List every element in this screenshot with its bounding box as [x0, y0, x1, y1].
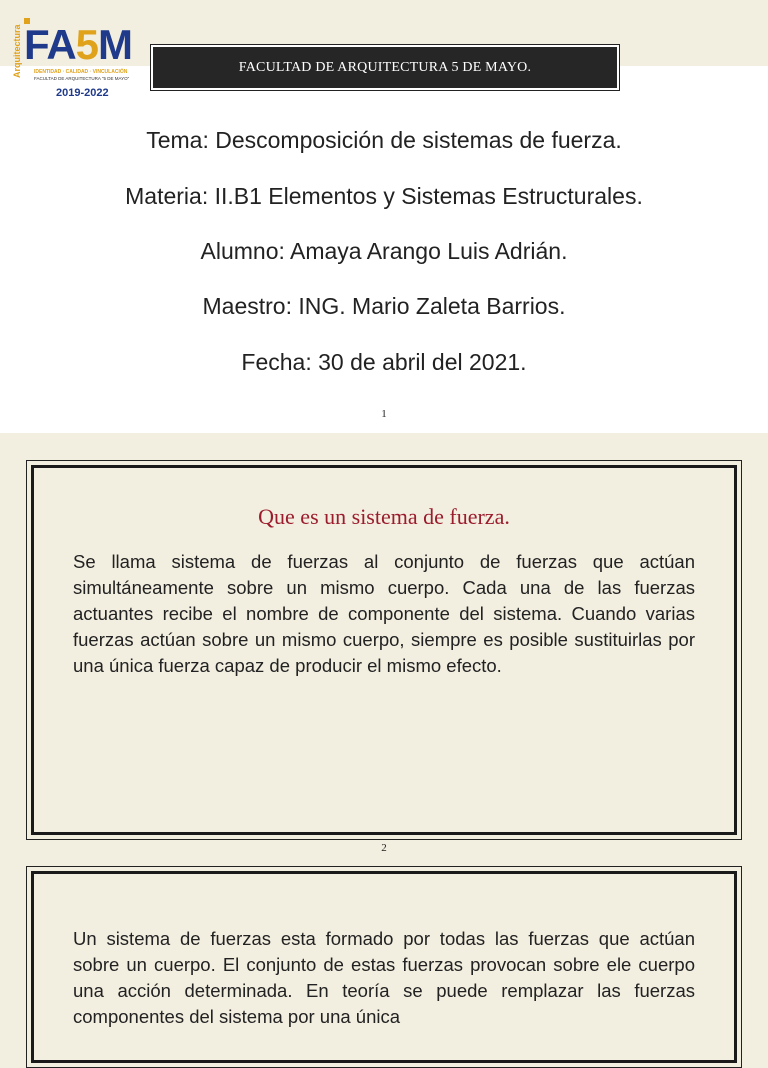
logo-mark-right: M — [98, 21, 133, 68]
system-slide — [26, 866, 742, 1068]
definition-slide-frame — [31, 465, 737, 835]
header-band — [150, 44, 620, 91]
system-paragraph: Un sistema de fuerzas esta formado por todas las fuerzas que actúan sobre un cuerpo. El conjunto de estas fuerzas provocan sobre ele cuerpo una acción determinada. En teoría se puede remplazar las fuerzas componentes del sistema por una única — [73, 928, 695, 1027]
header-band-inner — [153, 47, 617, 88]
faculty-logo — [10, 14, 146, 104]
header-title: FACULTAD DE ARQUITECTURA 5 DE MAYO. — [238, 59, 532, 75]
materia-line: Materia: II.B1 Elementos y Sistemas Estructurales. — [125, 183, 643, 209]
logo-tagline: IDENTIDAD · CALIDAD · VINCULACIÓN — [34, 69, 128, 75]
definition-slide — [26, 460, 742, 840]
logo-side-word: Arquitectura — [12, 24, 22, 78]
logo-subtitle: FACULTAD DE ARQUITECTURA "5 DE MAYO" — [34, 76, 130, 81]
tema-line: Tema: Descomposición de sistemas de fuerza. — [146, 127, 622, 153]
alumno-line: Alumno: Amaya Arango Luis Adrián. — [200, 238, 568, 264]
logo-mark — [24, 22, 132, 68]
logo-mark-left: FA — [24, 21, 76, 68]
system-slide-frame — [31, 871, 737, 1063]
definition-paragraph: Se llama sistema de fuerzas al conjunto de fuerzas que actúan simultáneamente sobre un mismo cuerpo. Cada una de las fuerzas actuantes recibe el nombre de componente del sistema. Cuando varias fuerzas actúan sobre un mismo cuerpo, siempre es posible sustituirlas por una única fuerza capaz de producir el mismo efecto. — [73, 551, 695, 676]
slide-heading: Que es un sistema de fuerza. — [258, 504, 510, 529]
page-number: 2 — [381, 842, 387, 854]
logo-mark-five: 5 — [75, 21, 99, 68]
logo-years: 2019-2022 — [56, 87, 109, 99]
title-slide — [0, 0, 768, 433]
maestro-line: Maestro: ING. Mario Zaleta Barrios. — [202, 293, 566, 319]
fecha-line: Fecha: 30 de abril del 2021. — [241, 349, 527, 375]
page-number: 1 — [381, 408, 387, 420]
